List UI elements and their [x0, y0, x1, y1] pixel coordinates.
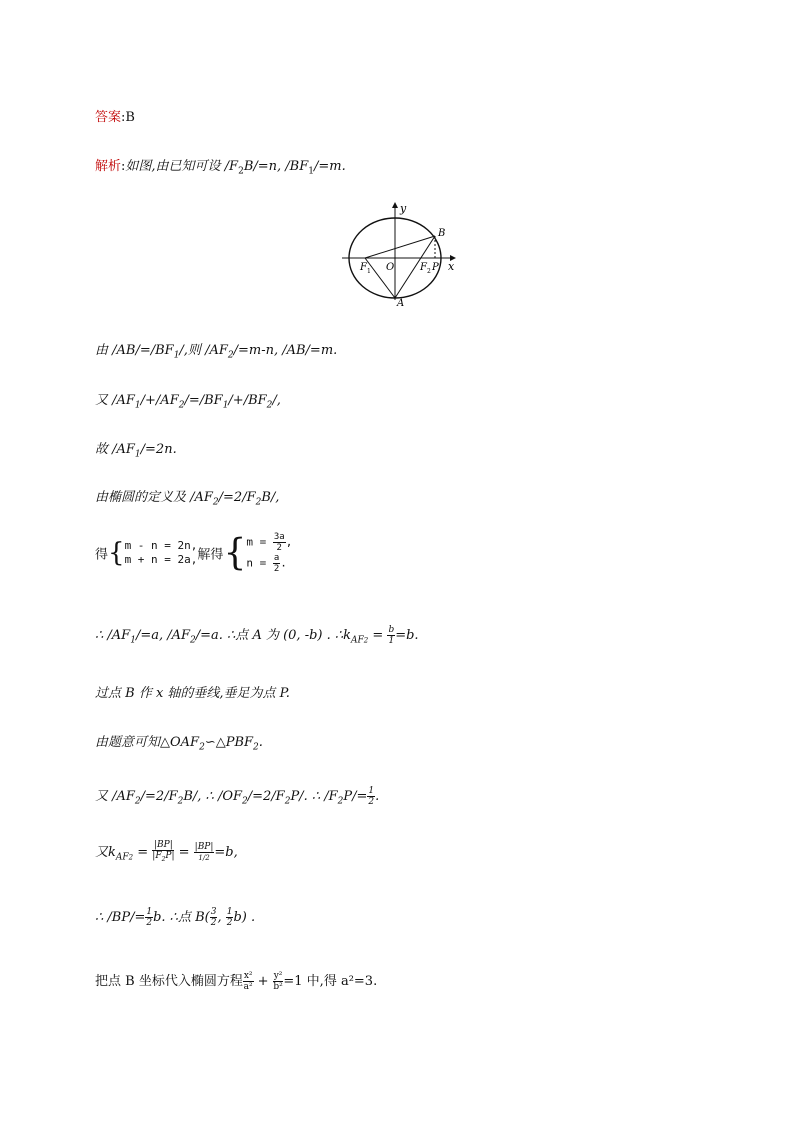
line-6: ∴ $/AF_1/=a$, $/AF_2/=a$. ∴点 A 为 (0, -b) . $\therefore k_{AF2}$ = $\frac{b}{1}$ =b. — [95, 625, 419, 646]
segment-f1-b — [365, 236, 435, 258]
svg-text:2: 2 — [427, 268, 431, 275]
line-3: 故 $/AF_1/=2n$. — [95, 442, 177, 460]
line-9: 又 $/AF_2/=2/F_2B/$, ∴ $/OF_2/=2/F_2P/$. ∴ $/F_2P/=$ $\frac{1}{2}$ . — [95, 786, 380, 807]
line-4: 由椭圆的定义及 $/AF_2/=2/F_2B/$, — [95, 490, 280, 508]
label-b: B — [438, 228, 446, 239]
line-1: 由 $/AB/=/BF_1/$,则 $/AF_2/=m-n$, /AB/=m. — [95, 343, 338, 361]
label-y: y — [400, 202, 407, 215]
analysis-line: 解析:如图,由已知可设 $/F_2B/=n$, $/BF_1/=m$. — [95, 159, 346, 177]
y-arrow — [392, 202, 398, 208]
line-2: 又 $/AF_1/+/AF_2/=/BF_1/+/BF_2/$, — [95, 393, 281, 411]
segment-a-b — [395, 236, 435, 298]
answer-value: B — [125, 110, 135, 125]
line-11: ∴ /BP/= $\frac{1}{2}$ b. ∴点 B( $\frac{3}{2}$ , $\frac{1}{2}$ b) . — [95, 907, 256, 928]
line-10: 又$k_{AF2}$ = $\frac{|BP|}{|F_2P|}$ = $\frac{|BP|}{1/2}$ =b, — [95, 840, 238, 863]
label-o: O — [386, 262, 395, 273]
answer-line: 答案:B — [95, 110, 135, 125]
ellipse-figure — [340, 200, 470, 310]
line-5-system: 得{m - n = 2n, m + n = 2a,解得{m = $\frac{3a}{2}$ , n = $\frac{a}{2}$ . — [95, 532, 293, 574]
line-12: 把点 B 坐标代入椭圆方程 $\frac{\text{x²}}{\text{a²}}$ + $\frac{\text{y²}}{\text{b²}}$ =1 中,得 a²=3. — [95, 971, 378, 992]
label-f1: F — [360, 262, 367, 273]
line-7: 过点 B 作 x 轴的垂线,垂足为点 P. — [95, 686, 290, 701]
svg-text:1: 1 — [367, 268, 371, 275]
label-x: x — [448, 260, 455, 273]
label-f2: F — [420, 262, 427, 273]
label-a: A — [397, 298, 405, 309]
label-p: P — [432, 262, 439, 273]
line-8: 由题意可知$\triangle OAF_2∽\triangle PBF_2$. — [95, 735, 263, 753]
analysis-label: 解析 — [95, 159, 122, 174]
answer-label: 答案 — [95, 110, 122, 125]
